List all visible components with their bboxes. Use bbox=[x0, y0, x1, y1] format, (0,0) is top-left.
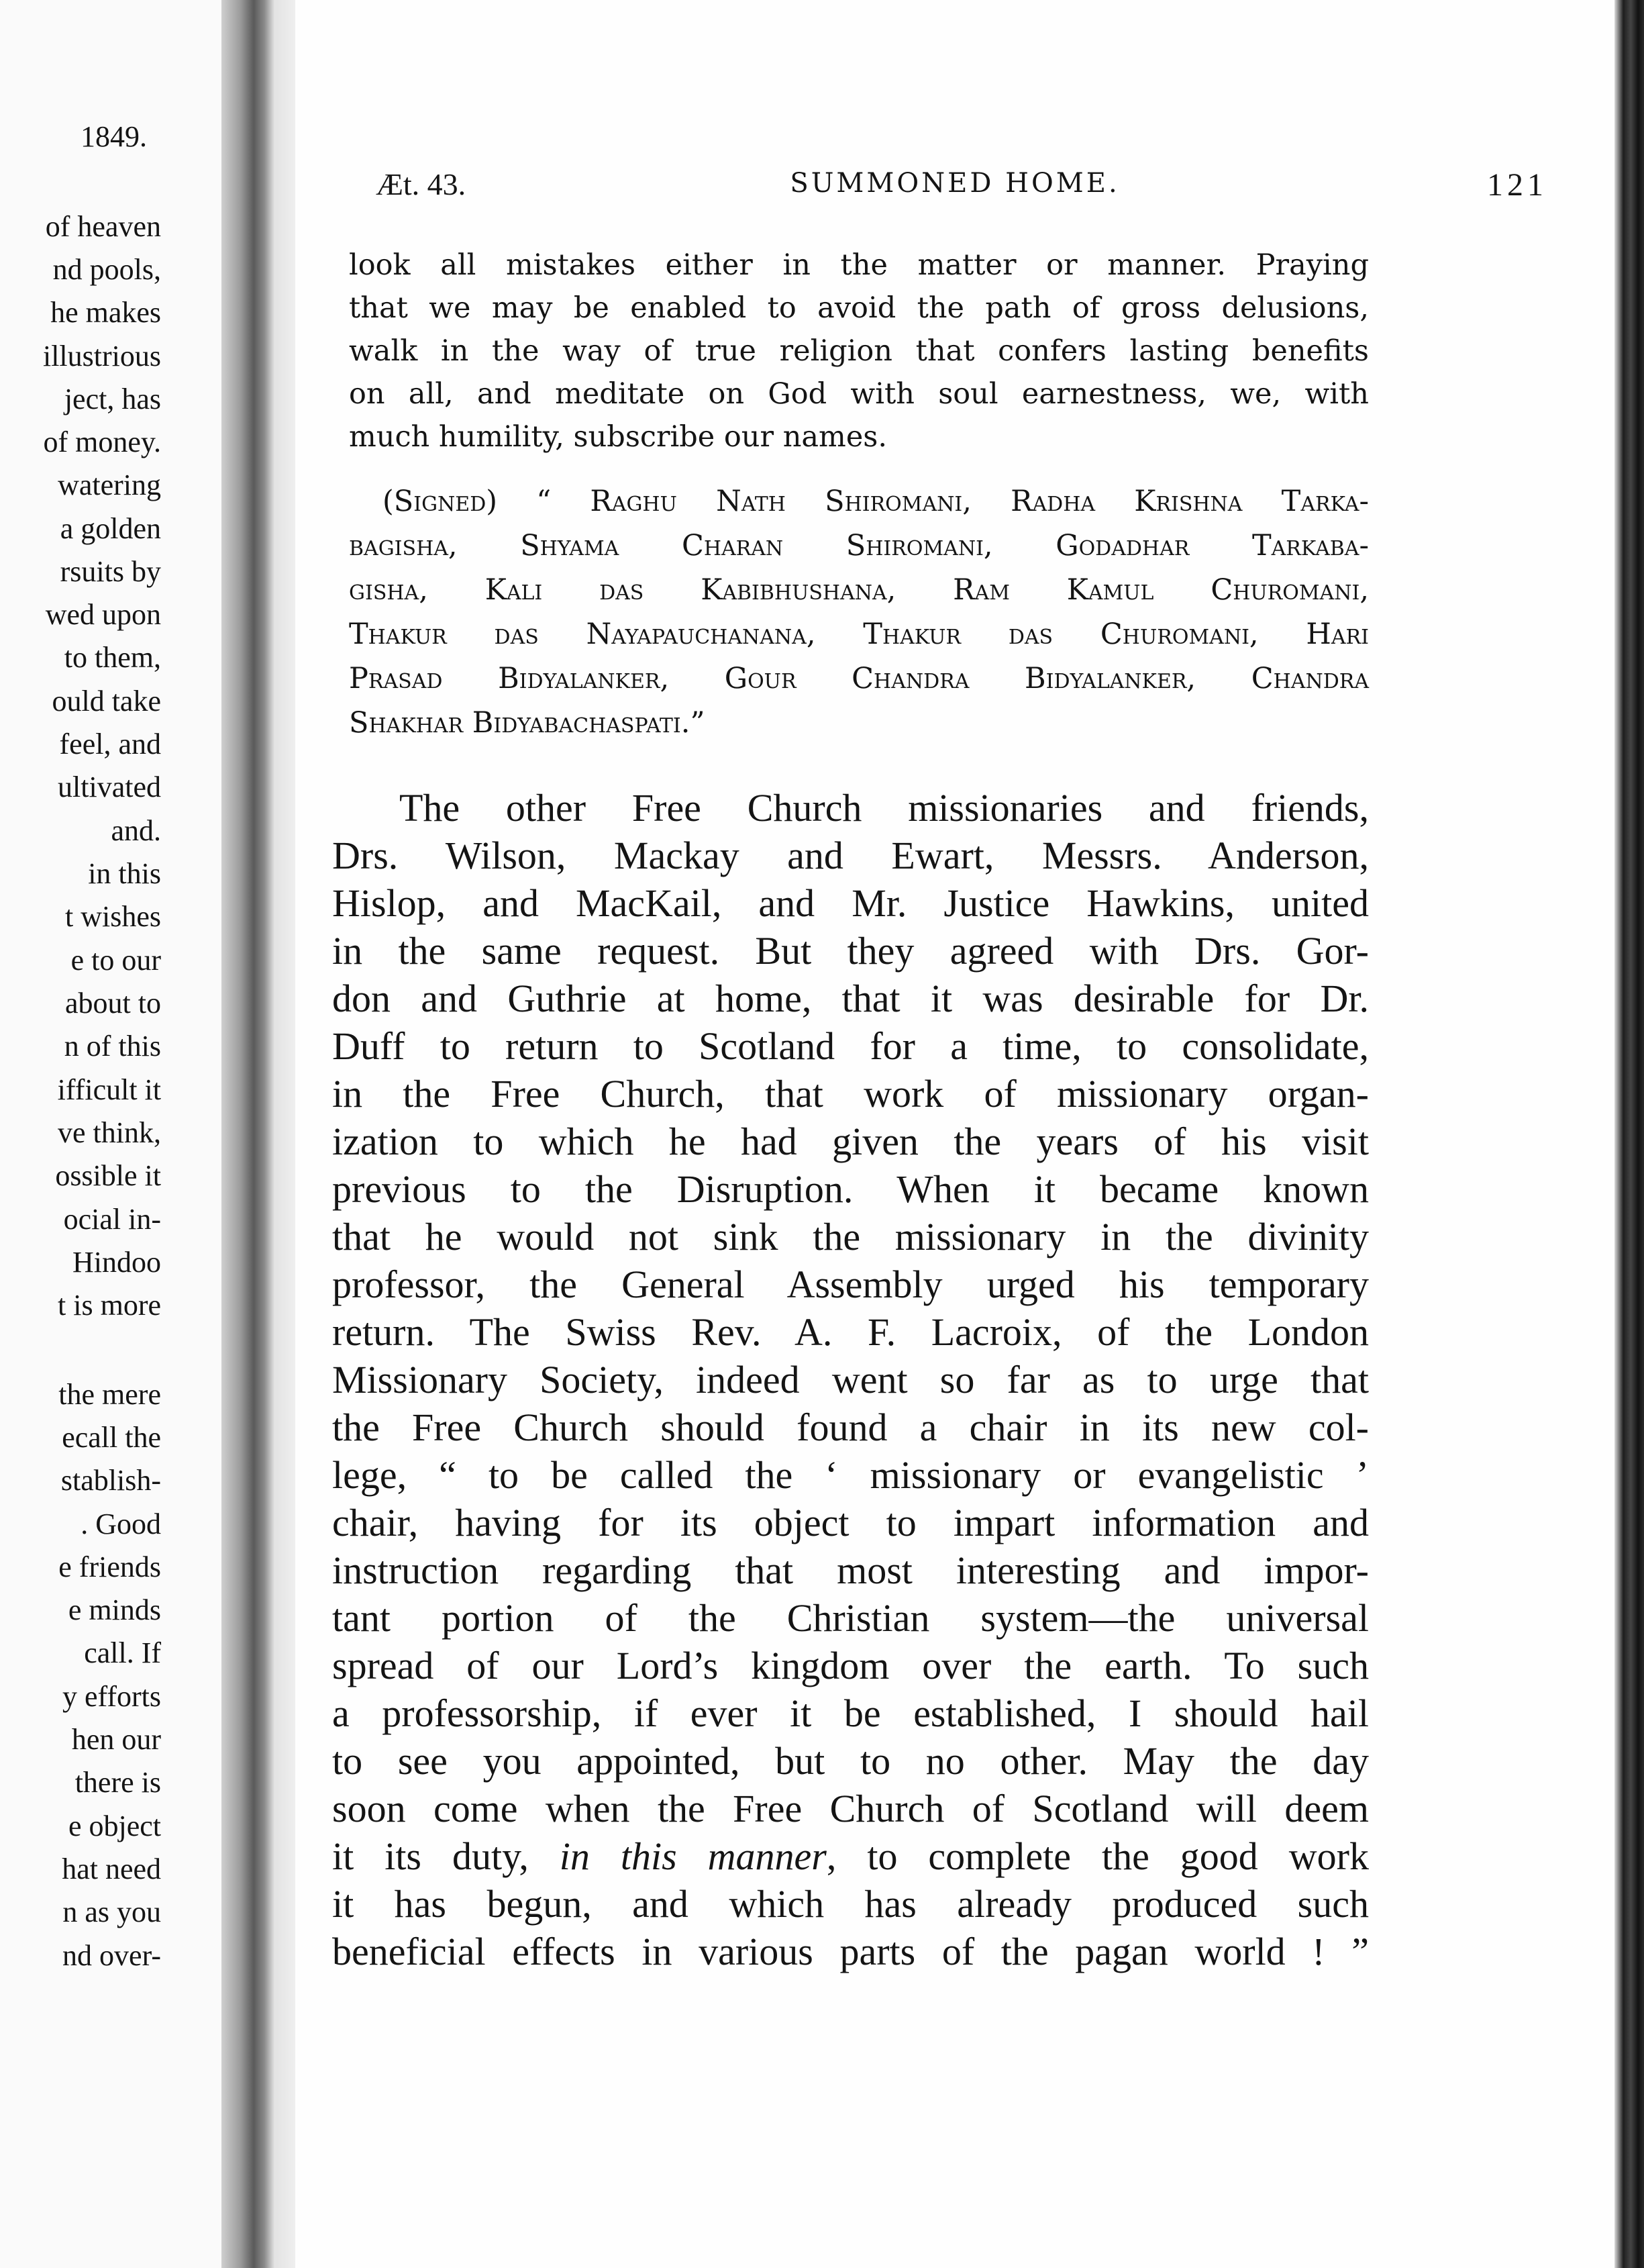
signature-line: Shakhar Bidyabachaspati.” bbox=[349, 706, 705, 740]
left-page-fragment: of heaven bbox=[45, 210, 161, 243]
text-line: that we may be enabled to avoid the path of gross delusions, bbox=[349, 291, 1369, 325]
text-line: ization to which he had given the years of his visit bbox=[332, 1120, 1369, 1163]
left-page-fragment: Hindoo bbox=[72, 1246, 161, 1279]
text-line: return. The Swiss Rev. A. F. Lacroix, of the London bbox=[332, 1310, 1369, 1354]
left-page-fragment: . Good bbox=[81, 1508, 161, 1540]
left-page-fragment: stablish- bbox=[60, 1464, 161, 1497]
left-page-fragment: the mere bbox=[58, 1378, 161, 1411]
text-line: it has begun, and which has already produced such bbox=[332, 1882, 1369, 1926]
left-page-fragment: ifficult it bbox=[57, 1073, 161, 1106]
text-line: spread of our Lord’s kingdom over the earth. To such bbox=[332, 1644, 1369, 1687]
left-page-fragment: feel, and bbox=[59, 728, 161, 760]
left-page-fragment: watering bbox=[58, 469, 161, 501]
text-line: professor, the General Assembly urged his temporary bbox=[332, 1263, 1369, 1306]
page-edge-shadow bbox=[1614, 0, 1644, 2268]
left-page-fragment: nd over- bbox=[62, 1939, 161, 1972]
text-line: tant portion of the Christian system—the universal bbox=[332, 1596, 1369, 1640]
left-page-fragment: e friends bbox=[58, 1550, 161, 1583]
left-page-fragment: wed upon bbox=[45, 598, 161, 631]
running-head-title: SUMMONED HOME. bbox=[790, 168, 1120, 199]
left-page-fragment: ould take bbox=[52, 685, 161, 718]
text-line: chair, having for its object to impart information and bbox=[332, 1501, 1369, 1544]
left-page-fragment: ultivated bbox=[58, 771, 161, 803]
left-page-fragment: ocial in- bbox=[63, 1203, 161, 1236]
text-line-with-italic bbox=[332, 1834, 1369, 1879]
text-line: Missionary Society, indeed went so far as to urge that bbox=[332, 1358, 1369, 1401]
text-line: Duff to return to Scotland for a time, to consolidate, bbox=[332, 1024, 1369, 1068]
left-page-fragment: y efforts bbox=[62, 1680, 161, 1713]
italic-phrase: in this manner bbox=[559, 1834, 827, 1878]
signature-line: (Signed) “ Raghu Nath Shiromani, Radha Krishna Tarka- bbox=[382, 485, 1369, 518]
left-page-fragment: ve think, bbox=[58, 1116, 161, 1149]
left-page-fragment: rsuits by bbox=[60, 555, 161, 588]
binding-gutter-shadow bbox=[221, 0, 275, 2268]
left-page-fragment: t is more bbox=[58, 1289, 161, 1322]
text-line: beneficial effects in various parts of the pagan world ! ” bbox=[332, 1930, 1369, 1973]
text-line: walk in the way of true religion that confers lasting benefits bbox=[349, 334, 1369, 368]
left-facing-page bbox=[0, 0, 221, 2268]
left-page-year: 1849. bbox=[81, 120, 147, 153]
left-page-fragment: ject, has bbox=[64, 383, 161, 415]
text-line: the Free Church should found a chair in its new col- bbox=[332, 1406, 1369, 1449]
text-line: look all mistakes either in the matter or manner. Praying bbox=[349, 248, 1369, 282]
text-line: lege, “ to be called the ‘ missionary or evangelistic ’ bbox=[332, 1453, 1369, 1497]
text-line: a professorship, if ever it be established, I should hail bbox=[332, 1691, 1369, 1735]
left-page-fragment: n as you bbox=[62, 1895, 161, 1928]
signature-line: bagisha, Shyama Charan Shiromani, Godadhar Tarkaba- bbox=[349, 529, 1369, 562]
text-line: that he would not sink the missionary in the divinity bbox=[332, 1215, 1369, 1259]
left-page-fragment: ecall the bbox=[62, 1421, 161, 1454]
text-line: previous to the Disruption. When it became known bbox=[332, 1167, 1369, 1211]
left-page-fragment: illustrious bbox=[42, 340, 161, 373]
left-page-fragment: a golden bbox=[60, 512, 161, 545]
text-line: on all, and meditate on God with soul earnestness, we, with bbox=[349, 377, 1369, 411]
text-line: soon come when the Free Church of Scotland will deem bbox=[332, 1787, 1369, 1830]
left-page-fragment: n of this bbox=[64, 1030, 161, 1063]
text-line: much humility, subscribe our names. bbox=[349, 420, 888, 454]
left-page-fragment: nd pools, bbox=[52, 253, 161, 286]
left-page-fragment: e to our bbox=[70, 944, 161, 977]
text-segment: it its duty, bbox=[332, 1834, 560, 1878]
left-page-fragment: t wishes bbox=[65, 900, 161, 933]
text-line: Drs. Wilson, Mackay and Ewart, Messrs. Anderson, bbox=[332, 834, 1369, 877]
signature-line: gisha, Kali das Kabibhushana, Ram Kamul Churomani, bbox=[349, 573, 1369, 607]
signature-line: Prasad Bidyalanker, Gour Chandra Bidyalanker, Chandra bbox=[349, 662, 1369, 695]
left-page-fragment: there is bbox=[74, 1766, 161, 1799]
left-page-fragment: and. bbox=[111, 814, 161, 847]
text-line: in the Free Church, that work of missionary organ- bbox=[332, 1072, 1369, 1116]
left-page-fragment: ossible it bbox=[55, 1159, 161, 1192]
running-head bbox=[349, 166, 1561, 207]
text-line: The other Free Church missionaries and friends, bbox=[399, 786, 1369, 830]
page-121 bbox=[295, 0, 1614, 2268]
text-line: don and Guthrie at home, that it was desirable for Dr. bbox=[332, 977, 1369, 1020]
text-line: Hislop, and MacKail, and Mr. Justice Hawkins, united bbox=[332, 881, 1369, 925]
text-line: instruction regarding that most interesting and impor- bbox=[332, 1548, 1369, 1592]
left-page-fragment: in this bbox=[88, 857, 161, 890]
left-page-fragment: hen our bbox=[71, 1723, 161, 1756]
text-line: to see you appointed, but to no other. May the day bbox=[332, 1739, 1369, 1783]
left-page-fragment: call. If bbox=[84, 1636, 161, 1669]
page-number: 121 bbox=[1487, 167, 1547, 203]
left-page-fragment: he makes bbox=[50, 296, 161, 329]
text-segment: , to complete the good work bbox=[826, 1834, 1369, 1878]
left-page-fragment: e minds bbox=[68, 1593, 161, 1626]
running-head-age: Æt. 43. bbox=[376, 167, 466, 201]
signature-line: Thakur das Nayapauchanana, Thakur das Churomani, Hari bbox=[349, 618, 1369, 651]
text-line: in the same request. But they agreed with Drs. Gor- bbox=[332, 929, 1369, 973]
left-page-fragment: e object bbox=[68, 1810, 161, 1842]
left-page-fragment: about to bbox=[65, 987, 161, 1020]
left-page-fragment: to them, bbox=[64, 641, 161, 674]
left-page-fragment: of money. bbox=[43, 426, 161, 458]
left-page-fragment: hat need bbox=[62, 1853, 161, 1885]
